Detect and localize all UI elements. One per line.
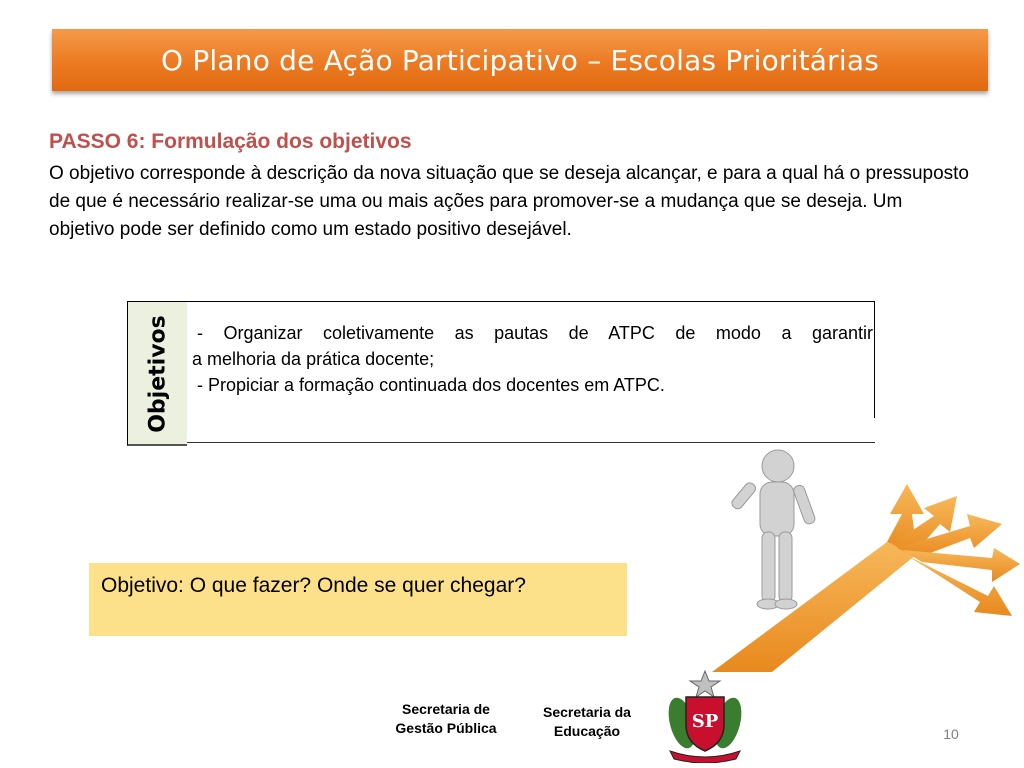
sao-paulo-seal-icon: [662, 667, 748, 763]
thinking-person-crossroads-icon: [712, 444, 1024, 672]
page-number: 10: [943, 726, 959, 742]
objectives-side-label: Objetivos: [145, 315, 171, 433]
objectives-content-cell: [187, 301, 875, 418]
footer-secretaria-educacao: Secretaria da Educação: [543, 704, 631, 739]
footer-secretaria-gestao: Secretaria de Gestão Pública: [395, 701, 497, 736]
step-heading: PASSO 6: Formulação dos objetivos: [49, 130, 412, 153]
slide-title: O Plano de Ação Participativo – Escolas Prioritárias: [160, 43, 879, 77]
step-description: O objetivo corresponde à descrição da nova situação que se deseja alcançar, e para a qual há o pressuposto de que é necessário realizar-se uma ou mais ações para promover-se a mudança que se deseja. Um objetivo pode ser definido como um estado positivo desejável.: [49, 163, 969, 240]
objective-line-2: a melhoria da prática docente;: [192, 349, 435, 369]
table-bottom-border: [187, 442, 875, 443]
objective-line-3: - Propiciar a formação continuada dos docentes em ATPC.: [197, 375, 665, 395]
title-banner: [52, 29, 988, 91]
seal-letters: SP: [691, 711, 719, 732]
objectives-table: [127, 301, 875, 446]
objectives-side-cell: [127, 301, 187, 446]
objective-line-1: - Organizar coletivamente as pautas de ATPC de modo a garantir: [197, 323, 873, 343]
objective-callout: Objetivo: O que fazer? Onde se quer chegar?: [89, 563, 627, 636]
